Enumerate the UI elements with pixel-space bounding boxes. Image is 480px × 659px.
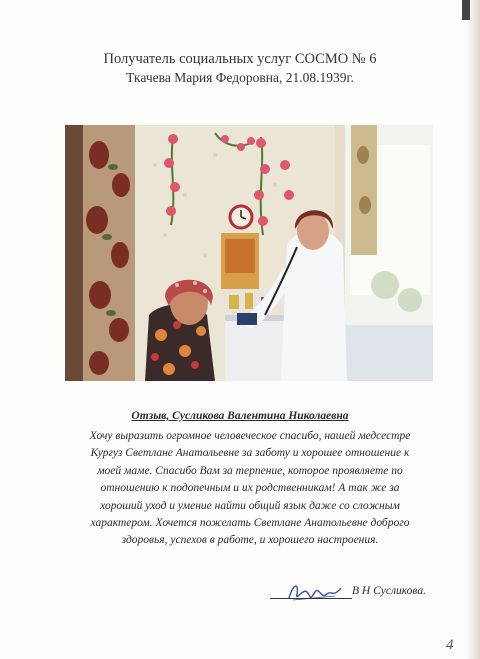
review-line: характером. Хочется пожелать Светлане Анатольевне доброго [90,517,410,530]
document-title: Получатель социальных услуг СОСМО № 6 [103,51,377,67]
review-line: Хочу выразить огромное человеческое спасибо, нашей медсестре [89,430,411,442]
review-line: здоровья, успехов в работе, и хорошего настроения. [121,534,379,547]
scan-edge-shadow [466,0,480,659]
signature-line [270,598,352,599]
handwritten-signature [285,578,345,606]
review-line: отношению к подопечным и их родственникам! А так же за [100,482,400,495]
home-visit-photo [65,125,433,381]
review-line: моей маме. Спасибо Вам за терпение, которое проявляете по [97,464,403,477]
signer-name: В Н Сусликова. [352,585,426,597]
review-heading: Отзыв, Сусликова Валентина Николаевна [131,410,349,422]
page-number: 4 [446,637,454,653]
scan-corner-mark [462,0,470,20]
recipient-name-date: Ткачева Мария Федоровна, 21.08.1939г. [126,70,354,85]
review-text [60,428,440,550]
photo-illustration [65,125,433,381]
review-line: Кургуз Светлане Анатольевне за заботу и хорошее отношение к [90,447,410,460]
review-line: хороший уход и умение найти общий язык даже со сложным [100,499,400,512]
